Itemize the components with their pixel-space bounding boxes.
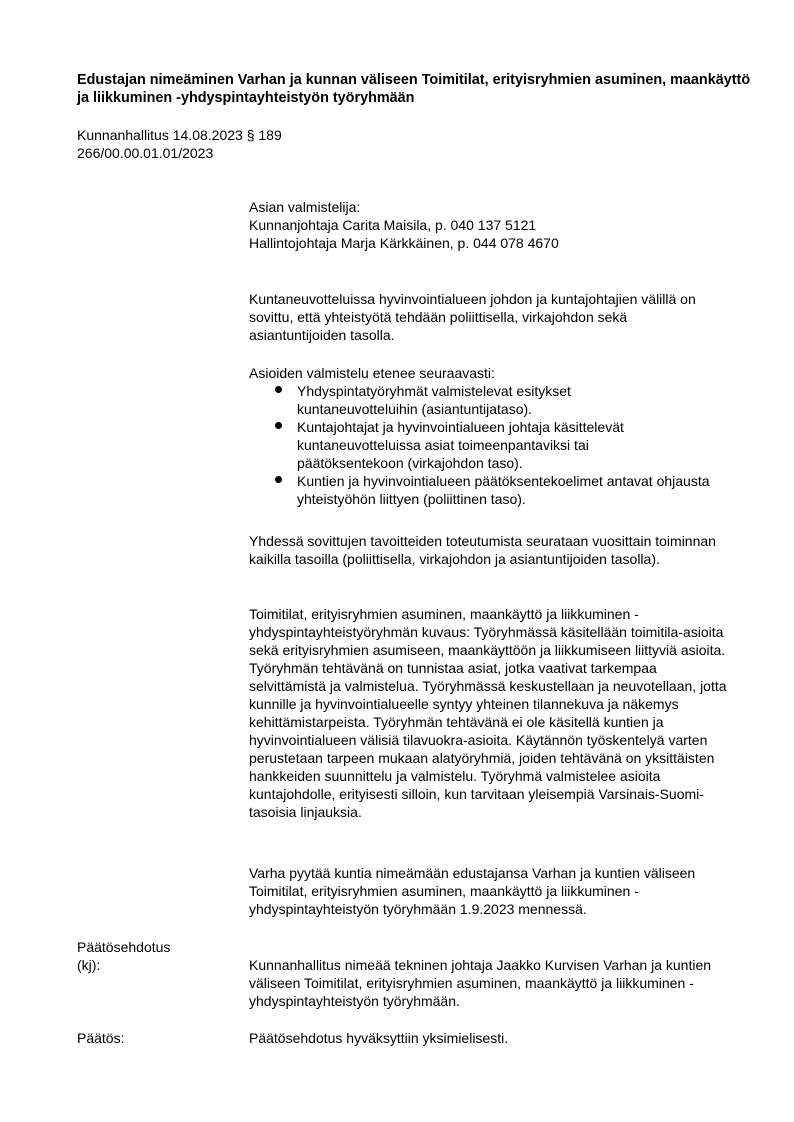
process-section: [249, 364, 729, 508]
process-intro: Asioiden valmistelu etenee seuraavasti:: [249, 365, 495, 381]
decision-label: Päätös:: [77, 1030, 125, 1046]
list-item: Kuntajohtajat ja hyvinvointialueen johtaja käsittelevät kuntaneuvotteluissa asiat toimeenpantaviksi tai päätöksentekoon (virkajohdon taso).: [297, 418, 687, 472]
preparer-1: Kunnanjohtaja Carita Maisila, p. 040 137 5121: [249, 217, 537, 233]
bullet-icon: [275, 386, 282, 393]
decision-text: Päätösehdotus hyväksyttiin yksimielisesti.: [249, 1030, 509, 1046]
body-paragraph-3: Toimitilat, erityisryhmien asuminen, maankäyttö ja liikkuminen - yhdyspintayhteistyöryhmän kuvaus: Työryhmässä käsitellään toimitila-asioita sekä erityisryhmien asumiseen, maankäyttöön ja liikkumiseen liittyviä asioita. Työryhmän tehtävänä on tunnistaa asiat, jotka vaativat tarkempaa selvittämistä ja valmistelua. Työryhmässä keskustellaan ja neuvotellaan, jotta kunnille ja hyvinvointialueelle syntyy yhteinen tilannekuva ja näkemys kehittämistarpeista. Työryhmän tehtävänä ei ole käsitellä kuntien ja hyvinvointialueen välisiä tilavuokra-asioita. Käytännön työskentelyä varten perustetaan tarpeen mukaan alatyöryhmiä, joiden tehtävänä on yksittäisten hankkeiden suunnittelu ja valmistelu. Työryhmä valmistelee asioita kuntajohdolle, erityisesti silloin, kun tarvitaan yleisempiä Varsinais-Suomi-tasoisia linjauksia.: [249, 606, 727, 820]
body-paragraph-2: Yhdessä sovittujen tavoitteiden toteutumista seurataan vuosittain toiminnan kaikilla tasoilla (poliittisella, virkajohdon ja asiantuntijoiden tasolla).: [249, 533, 716, 567]
document-title: Edustajan nimeäminen Varhan ja kunnan väliseen Toimitilat, erityisryhmien asuminen, maankäyttö ja liikkuminen -yhdyspintayhteistyön työryhmään: [77, 72, 751, 106]
proposal-label: Päätösehdotus (kj):: [77, 939, 171, 973]
bullet-icon: [275, 476, 282, 483]
record-number: 266/00.00.01.01/2023: [77, 145, 214, 161]
proposal-text: Kunnanhallitus nimeää tekninen johtaja Jaakko Kurvisen Varhan ja kuntien väliseen Toimitilat, erityisryhmien asuminen, maankäyttö ja liikkuminen -yhdyspintayhteistyön työryhmään.: [249, 957, 712, 1009]
preparers-heading: Asian valmistelija:: [249, 199, 361, 215]
preparer-2: Hallintojohtaja Marja Kärkkäinen, p. 044 078 4670: [249, 235, 559, 251]
preparers-block: [249, 198, 735, 252]
body-paragraph-1: Kuntaneuvotteluissa hyvinvointialueen johdon ja kuntajohtajien välillä on sovittu, että yhteistyötä tehdään poliittisella, virkajohdon sekä asiantuntijoiden tasolla.: [249, 291, 696, 343]
bullet-icon: [275, 422, 282, 429]
meeting-info: [77, 126, 282, 162]
meeting-line: Kunnanhallitus 14.08.2023 § 189: [77, 127, 282, 143]
body-paragraph-4: Varha pyytää kuntia nimeämään edustajansa Varhan ja kuntien väliseen Toimitilat, erityisryhmien asuminen, maankäyttö ja liikkuminen -yhdyspintayhteistyön työryhmään 1.9.2023 mennessä.: [249, 865, 696, 917]
list-item: Kuntien ja hyvinvointialueen päätöksentekoelimet antavat ohjausta yhteistyöhön liittyen (poliittinen taso).: [297, 472, 717, 508]
process-list: [249, 382, 729, 508]
list-item: Yhdyspintatyöryhmät valmistelevat esitykset kuntaneuvotteluihin (asiantuntijataso).: [297, 382, 627, 418]
